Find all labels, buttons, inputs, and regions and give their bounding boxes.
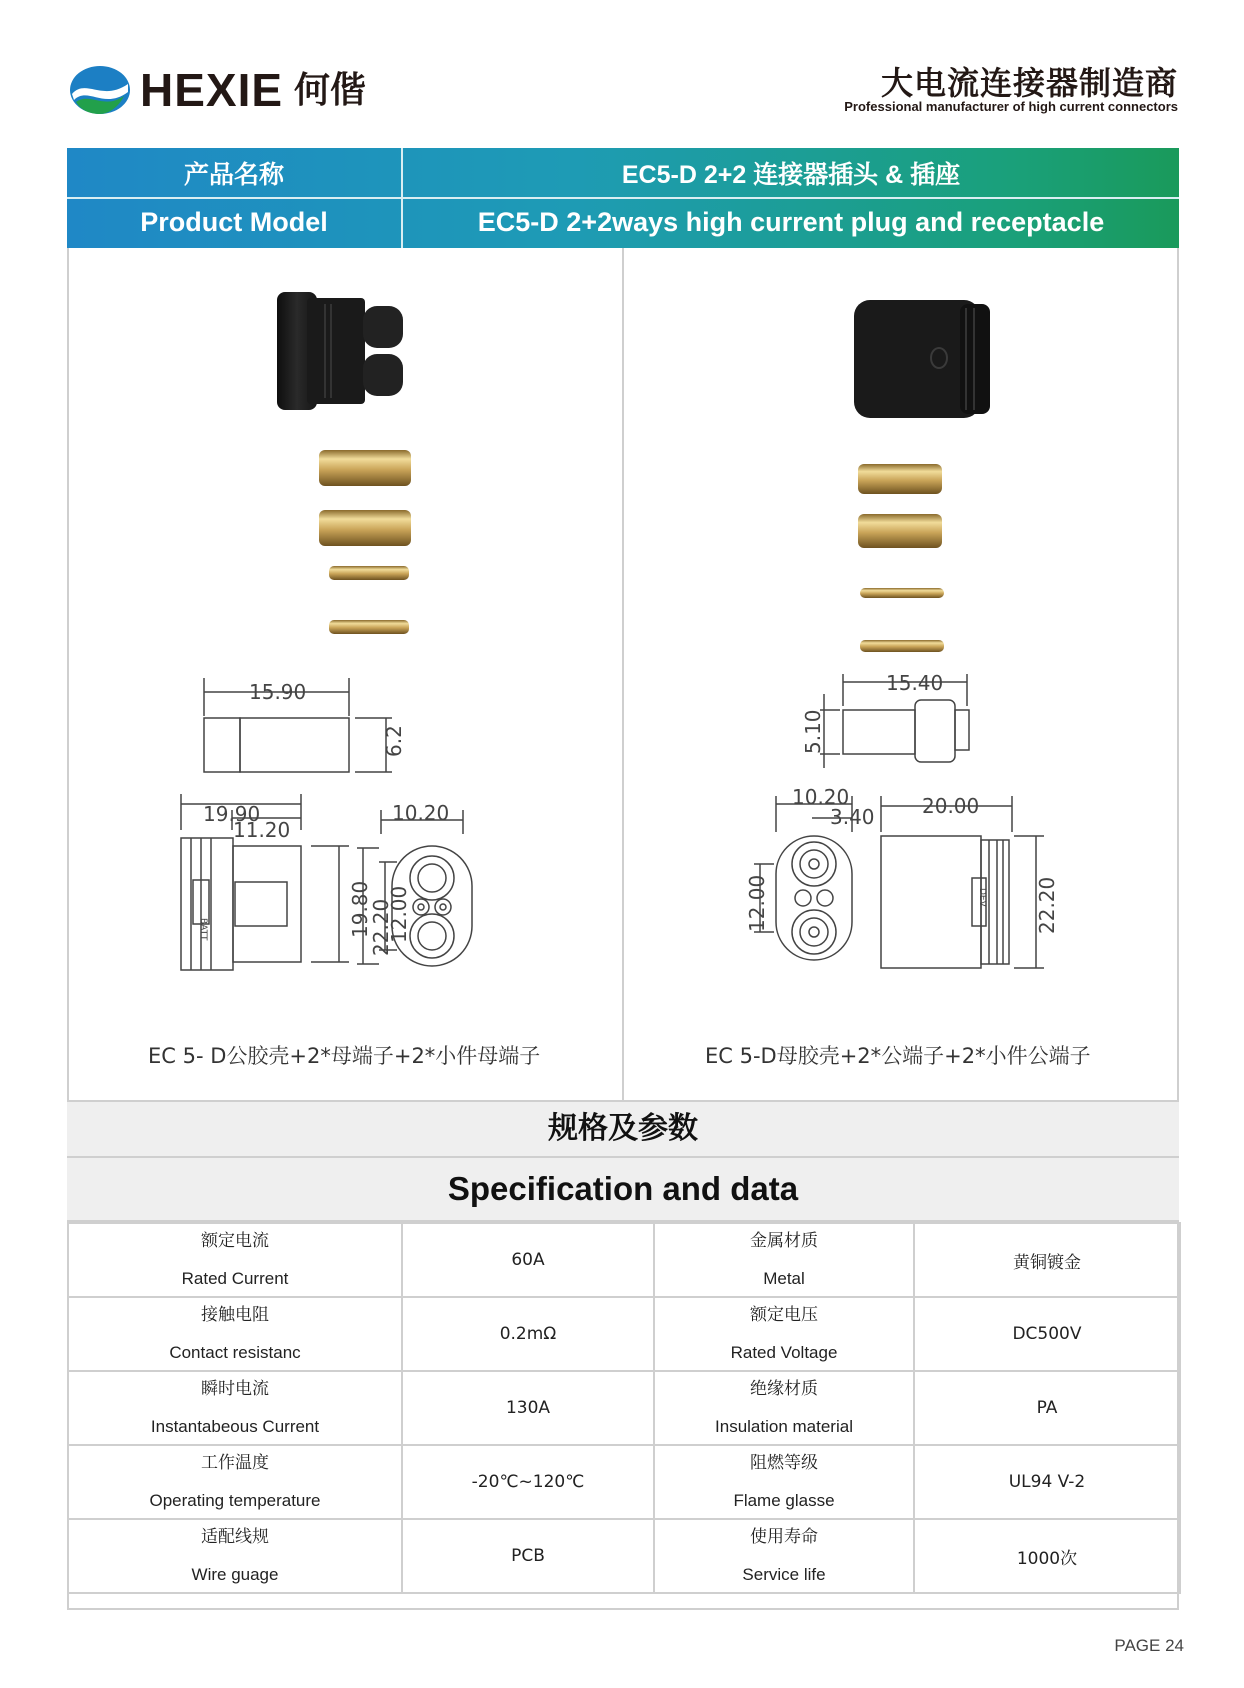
param-value: 60A — [511, 1250, 545, 1270]
brand-name-cn: 何偕 — [294, 70, 367, 111]
spec-value-left — [402, 1371, 654, 1445]
spec-param-left — [68, 1445, 402, 1519]
param-name-cn: 阻燃等级 — [750, 1453, 818, 1473]
slogan-en: Professional manufacturer of high current connectors — [844, 99, 1178, 114]
plug-illustration — [67, 248, 622, 1100]
spec-value-right — [914, 1445, 1180, 1519]
dim-male-dia-label: 5.10 — [801, 709, 825, 754]
param-value: PCB — [511, 1546, 545, 1566]
title-vertical-divider — [401, 148, 403, 248]
param-name-cn: 瞬时电流 — [201, 1379, 269, 1399]
param-name-cn: 工作温度 — [201, 1453, 269, 1473]
param-value: PA — [1036, 1398, 1058, 1418]
spec-param-right — [654, 1223, 914, 1297]
spec-value-left — [402, 1223, 654, 1297]
dim-male-length-label: 15.40 — [886, 671, 944, 695]
spec-param-left — [68, 1297, 402, 1371]
param-name-cn: 使用寿命 — [750, 1527, 818, 1547]
spec-param-right — [654, 1445, 914, 1519]
product-images-area — [67, 248, 1179, 1100]
receptacle-caption: EC 5-D母胶壳+2*公端子+2*小件公端子 — [705, 1044, 1091, 1068]
param-name-en: Operating temperature — [149, 1491, 321, 1510]
dim-w2-label: 11.20 — [233, 818, 291, 842]
spec-title-en: Specification and data — [67, 1158, 1179, 1222]
product-model-value: EC5-D 2+2ways high current plug and receptacle — [477, 207, 1105, 237]
brand-name: HEXIE — [140, 64, 284, 116]
spec-param-right — [654, 1297, 914, 1371]
param-name-cn: 适配线规 — [201, 1527, 269, 1547]
receptacle-housing-label: DEV — [977, 888, 987, 907]
spec-row — [68, 1519, 1180, 1593]
dim-face-w-label: 10.20 — [792, 785, 850, 809]
hexie-logo-icon — [68, 64, 132, 116]
spec-row — [68, 1445, 1180, 1519]
param-name-cn: 接触电阻 — [201, 1305, 269, 1325]
param-name-en: Instantabeous Current — [150, 1417, 320, 1436]
param-value: -20℃~120℃ — [471, 1472, 585, 1492]
spec-value-left — [402, 1297, 654, 1371]
title-row-cn — [67, 148, 1179, 197]
spec-row — [68, 1371, 1180, 1445]
dim-w1-label: 19.90 — [203, 802, 261, 826]
female-terminal-image — [319, 450, 411, 634]
spec-table — [67, 1222, 1181, 1594]
spec-value-left — [402, 1445, 654, 1519]
dim-h2-label: 22.20 — [369, 898, 393, 956]
param-name-cn: 额定电流 — [201, 1231, 269, 1251]
plug-housing-image — [277, 292, 403, 410]
spec-value-right — [914, 1519, 1180, 1593]
receptacle-side-drawing — [881, 796, 1044, 968]
spec-param-right — [654, 1371, 914, 1445]
param-value: UL94 V-2 — [1008, 1472, 1086, 1492]
plug-caption: EC 5- D公胶壳+2*母端子+2*小件母端子 — [148, 1044, 541, 1068]
spec-table-body — [68, 1223, 1180, 1593]
param-name-en: Wire guage — [191, 1565, 279, 1584]
param-name-en: Contact resistanc — [169, 1343, 301, 1362]
plug-panel — [67, 248, 622, 1100]
page-header — [0, 0, 1244, 140]
spec-row — [68, 1297, 1180, 1371]
dim-face-w2-label: 3.40 — [830, 805, 875, 829]
spec-value-right — [914, 1297, 1180, 1371]
spec-param-left — [68, 1223, 402, 1297]
product-title-band — [67, 148, 1179, 248]
param-name-cn: 额定电压 — [750, 1305, 818, 1325]
dim-body-h-label: 22.20 — [1035, 876, 1059, 934]
param-value: 0.2mΩ — [499, 1324, 557, 1344]
param-value: 130A — [505, 1398, 551, 1418]
product-name-value-cn: EC5-D 2+2 连接器插头 & 插座 — [621, 160, 961, 189]
title-row-en — [67, 198, 1179, 247]
dim-face-w-label: 10.20 — [392, 801, 450, 825]
param-name-en: Metal — [763, 1269, 805, 1288]
dim-h1-label: 19.80 — [348, 880, 372, 938]
param-name-en: Flame glasse — [733, 1491, 835, 1510]
param-name-en: Service life — [742, 1565, 826, 1584]
slogan-cn: 大电流连接器制造商 — [880, 64, 1178, 102]
spec-value-right — [914, 1371, 1180, 1445]
param-name-cn: 金属材质 — [750, 1231, 818, 1251]
spec-param-left — [68, 1371, 402, 1445]
param-name-cn: 绝缘材质 — [750, 1379, 818, 1399]
spec-title-cn: 规格及参数 — [67, 1100, 1179, 1158]
product-model-label: Product Model — [140, 207, 328, 237]
dim-face-h-label: 12.00 — [745, 874, 769, 932]
page-number: PAGE 24 — [1114, 1636, 1184, 1655]
receptacle-illustration — [624, 248, 1179, 1100]
plug-housing-label: BATT — [198, 918, 208, 941]
param-value: DC500V — [1012, 1324, 1082, 1344]
receptacle-panel — [624, 248, 1179, 1100]
dim-dia-label: 6.2 — [382, 725, 406, 757]
param-name-en: Insulation material — [715, 1417, 853, 1436]
male-terminal-image — [858, 464, 944, 652]
spec-param-right — [654, 1519, 914, 1593]
param-value: 黄铜镀金 — [1013, 1252, 1081, 1273]
param-value: 1000次 — [1016, 1548, 1078, 1569]
spec-value-left — [402, 1519, 654, 1593]
param-name-en: Rated Voltage — [730, 1343, 838, 1362]
receptacle-housing-image — [854, 300, 990, 418]
param-name-en: Rated Current — [181, 1269, 289, 1288]
dim-length-label: 15.90 — [249, 680, 307, 704]
product-name-label-cn: 产品名称 — [183, 160, 284, 189]
spec-param-left — [68, 1519, 402, 1593]
dim-h3-label: 12.00 — [387, 885, 411, 943]
spec-row — [68, 1223, 1180, 1297]
spec-value-right — [914, 1223, 1180, 1297]
dim-body-w-label: 20.00 — [922, 794, 980, 818]
